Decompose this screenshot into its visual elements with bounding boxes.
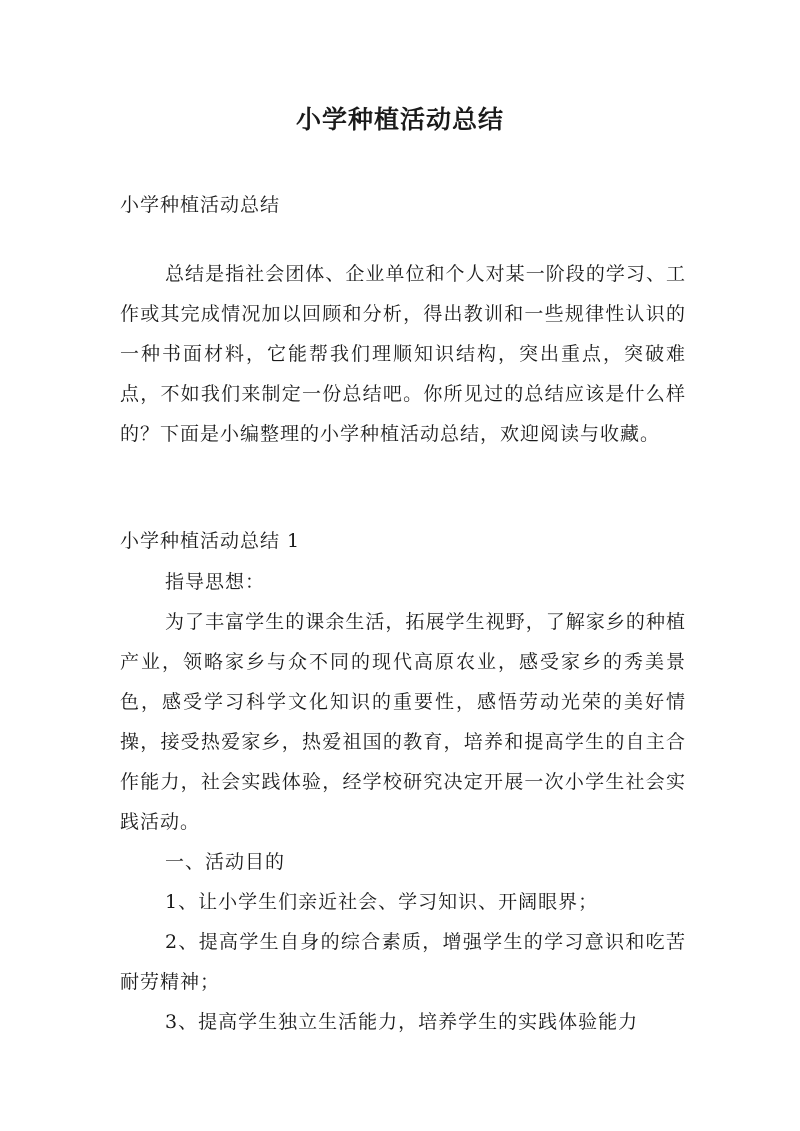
document-title: 小学种植活动总结: [295, 105, 504, 134]
objective-item: 1、让小学生们亲近社会、学习知识、开阔眼界；: [165, 891, 599, 913]
guiding-label: 指导思想：: [165, 571, 266, 593]
section-heading: 小学种植活动总结 1: [120, 530, 301, 552]
guiding-paragraph: 为了丰富学生的课余生活，拓展学生视野，了解家乡的种植产业，领略家乡与众不同的现代高原农业，感受家乡的秀美景色，感受学习科学文化知识的重要性，感悟劳动光荣的美好情操，接受热爱家乡，热爱祖国的教育，培养和提高学生的自主合作能力，社会实践体验，经学校研究决定开展一次小学生社会实践活动。: [120, 611, 686, 833]
intro-paragraph: 总结是指社会团体、企业单位和个人对某一阶段的学习、工作或其完成情况加以回顾和分析，得出教训和一些规律性认识的一种书面材料，它能帮我们理顺知识结构，突出重点，突破难点，不如我们来制定一份总结吧。你所见过的总结应该是什么样的？下面是小编整理的小学种植活动总结，欢迎阅读与收藏。: [120, 263, 686, 445]
objective-item: 2、提高学生自身的综合素质，增强学生的学习意识和吃苦耐劳精神；: [120, 931, 686, 993]
objectives-heading: 一、活动目的: [165, 851, 286, 873]
objective-item: 3、提高学生独立生活能力，培养学生的实践体验能力: [165, 1011, 639, 1033]
section-body: [120, 562, 686, 1042]
document-subtitle: 小学种植活动总结: [120, 194, 281, 216]
